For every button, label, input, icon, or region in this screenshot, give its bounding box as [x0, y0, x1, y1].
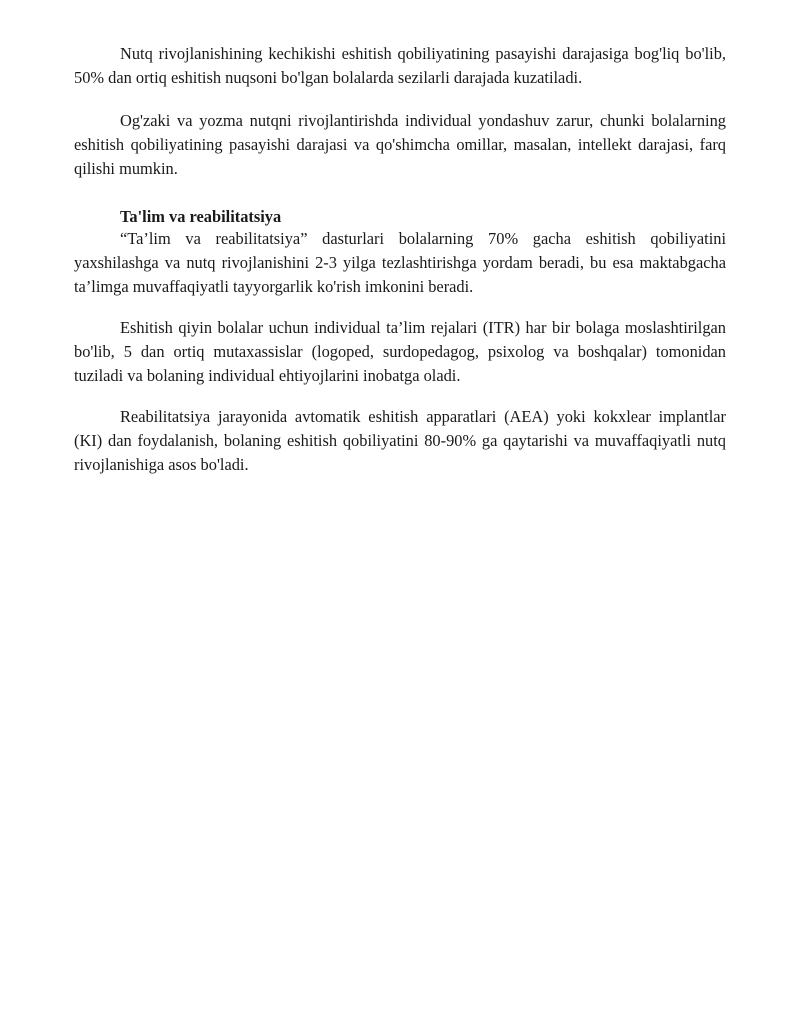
document-page: [74, 42, 726, 477]
paragraph-education-programs: “Ta’lim va reabilitatsiya” dasturlari bolalarning 70% gacha eshitish qobiliyatini yaxshilashga va nutq rivojlanishini 2-3 yilga tezlashtirishga yordam beradi, bu esa maktabgacha ta’limga muvaffaqiyatli tayyorgarlik ko'rish imkonini beradi.: [74, 229, 726, 296]
paragraph-individual-approach: Og'zaki va yozma nutqni rivojlantirishda individual yondashuv zarur, chunki bolalarning eshitish qobiliyatining pasayishi darajasi va qo'shimcha omillar, masalan, intellekt darajasi, farq qilishi mumkin.: [74, 111, 726, 178]
section-heading: Ta'lim va reabilitatsiya: [120, 207, 282, 226]
paragraph-rehabilitation-devices: Reabilitatsiya jarayonida avtomatik eshitish apparatlari (AEA) yoki kokxlear implantlar (KI) dan foydalanish, bolaning eshitish qobiliyatini 80-90% ga qaytarishi va muvaffaqiyatli nutq rivojlanishiga asos bo'ladi.: [74, 407, 726, 474]
paragraph-individual-plans: Eshitish qiyin bolalar uchun individual ta’lim rejalari (ITR) har bir bolaga moslashtirilgan bo'lib, 5 dan ortiq mutaxassislar (logoped, surdopedagog, psixolog va boshqalar) tomonidan tuziladi va bolaning individual ehtiyojlarini inobatga oladi.: [74, 318, 726, 385]
paragraph-speech-delay: Nutq rivojlanishining kechikishi eshitish qobiliyatining pasayishi darajasiga bog'liq bo'lib, 50% dan ortiq eshitish nuqsoni bo'lgan bolalarda sezilarli darajada kuzatiladi.: [74, 44, 726, 87]
